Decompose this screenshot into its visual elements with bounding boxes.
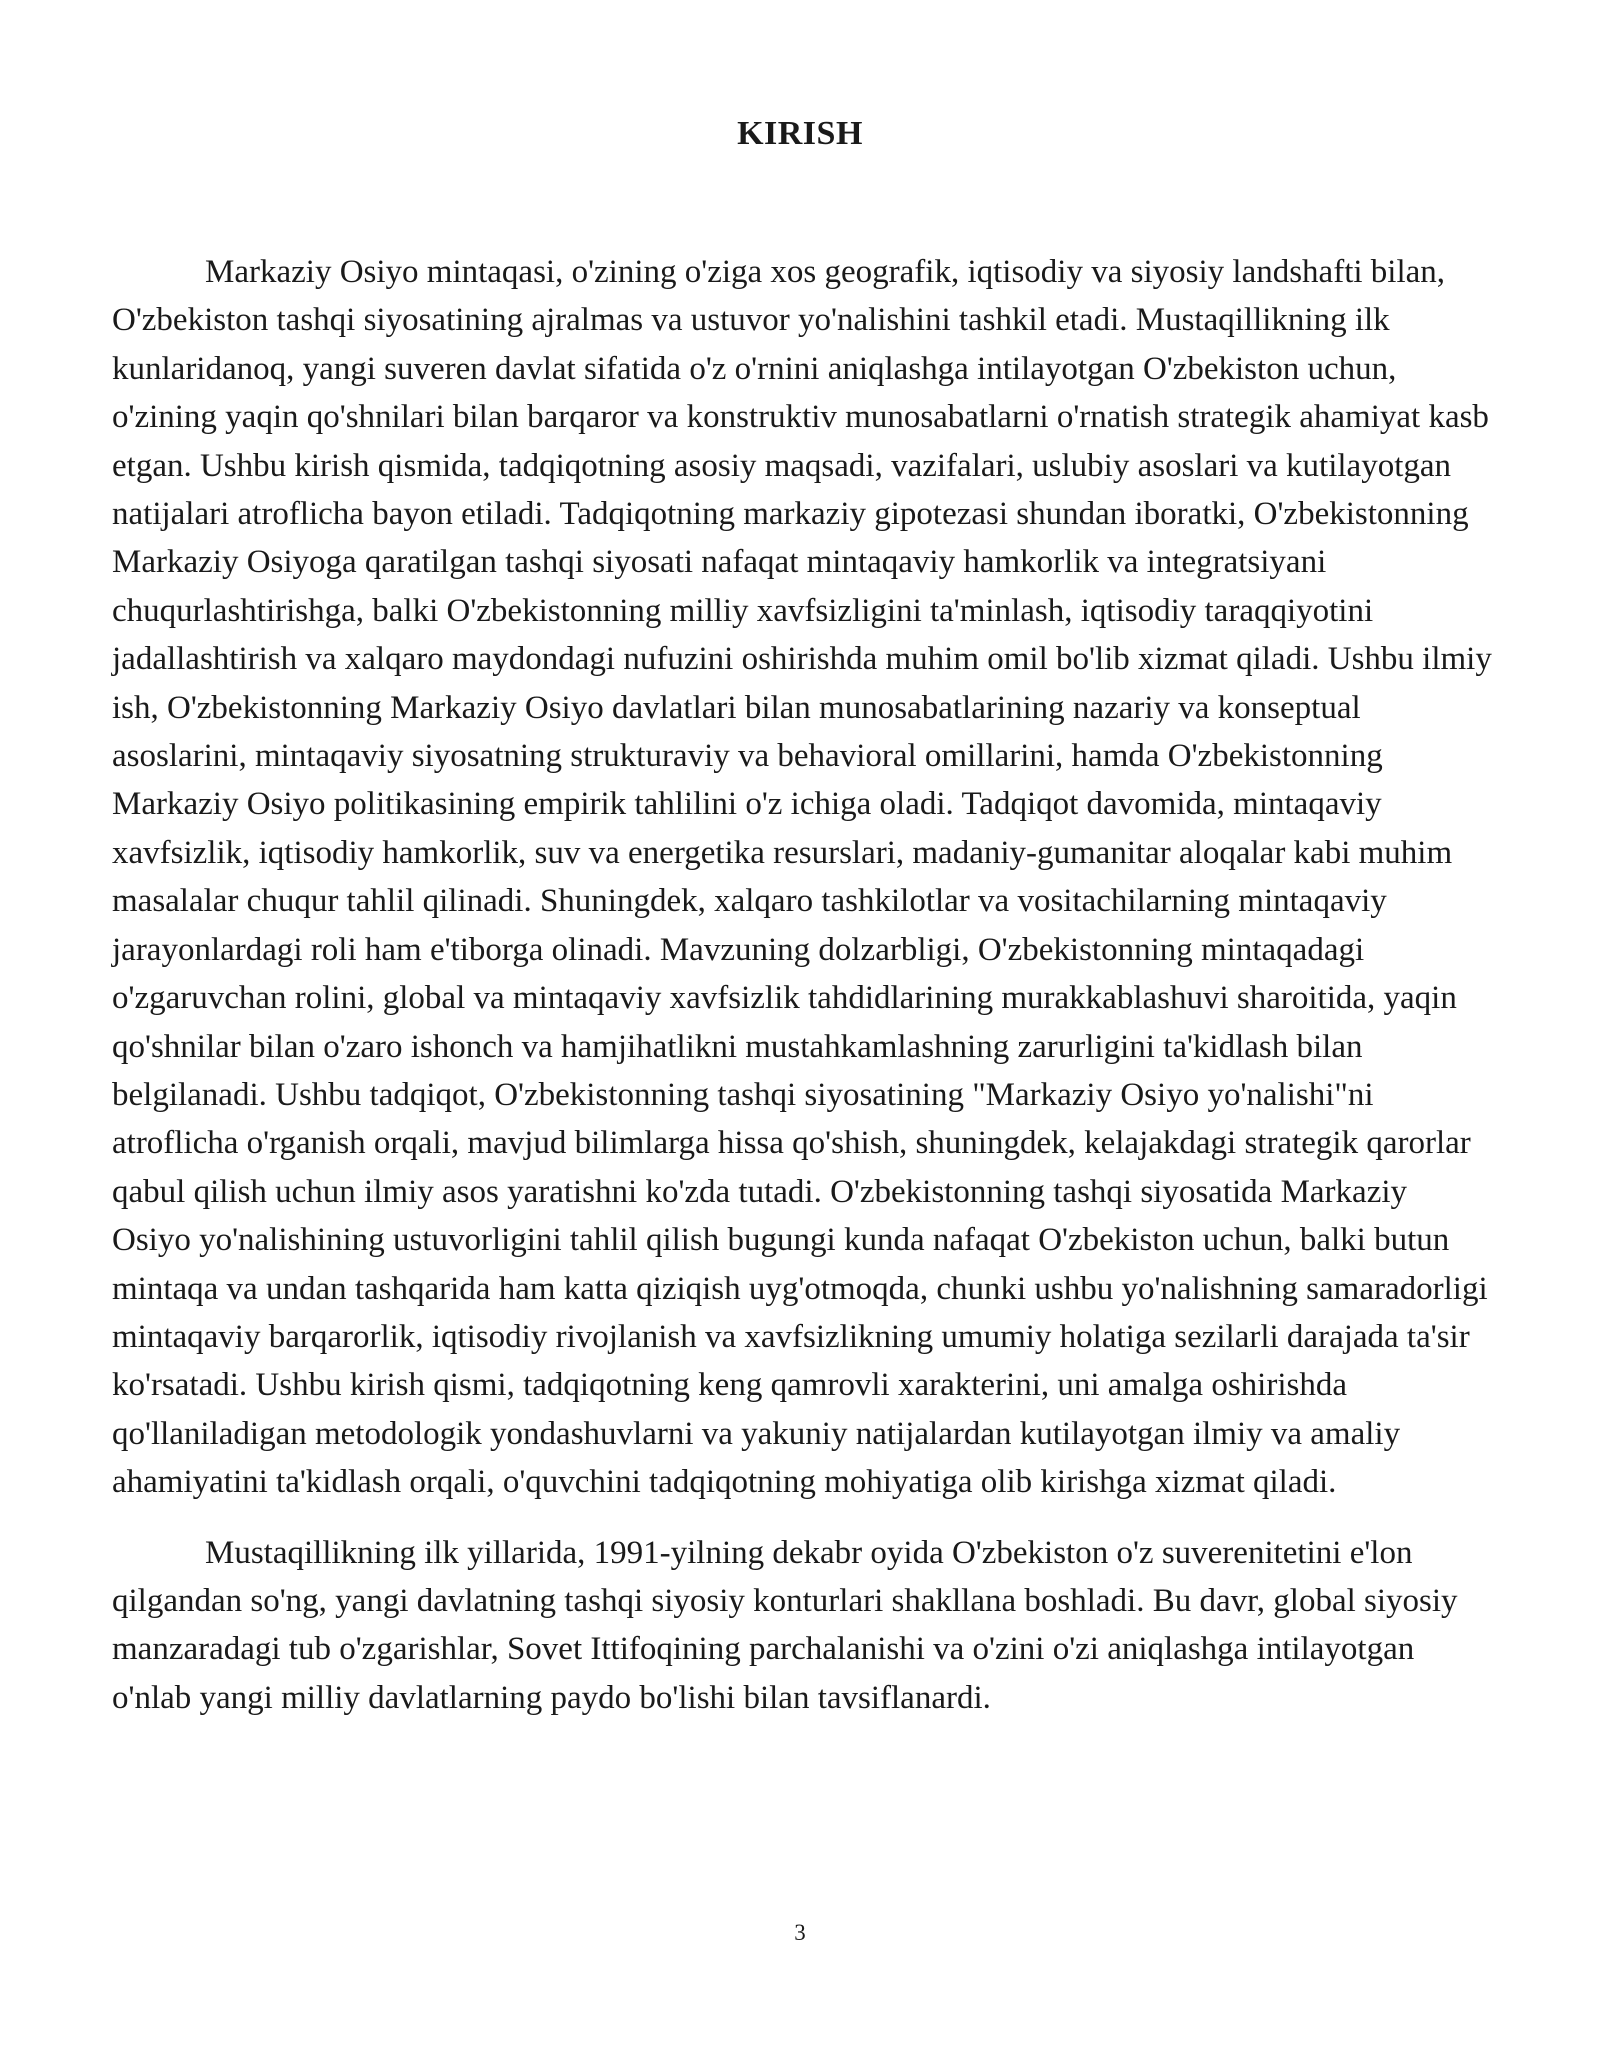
section-title: KIRISH [737, 115, 863, 152]
body-text [112, 248, 1492, 1722]
paragraph-1: Markaziy Osiyo mintaqasi, o'zining o'ziga xos geografik, iqtisodiy va siyosiy landshafti bilan, O'zbekiston tashqi siyosatining ajralmas va ustuvor yo'nalishini tashkil etadi. Mustaqillikning ilk kunlaridanoq, yangi suveren davlat sifatida o'z o'rnini aniqlashga intilayotgan O'zbekiston uchun, o'zining yaqin qo'shnilari bilan barqaror va konstruktiv munosabatlarni o'rnatish strategik ahamiyat kasb etgan. Ushbu kirish qismida, tadqiqotning asosiy maqsadi, vazifalari, uslubiy asoslari va kutilayotgan natijalari atroflicha bayon etiladi. Tadqiqotning markaziy gipotezasi shundan iboratki, O'zbekistonning Markaziy Osiyoga qaratilgan tashqi siyosati nafaqat mintaqaviy hamkorlik va integratsiyani chuqurlashtirishga, balki O'zbekistonning milliy xavfsizligini ta'minlash, iqtisodiy taraqqiyotini jadallashtirish va xalqaro maydondagi nufuzini oshirishda muhim omil bo'lib xizmat qiladi. Ushbu ilmiy ish, O'zbekistonning Markaziy Osiyo davlatlari bilan munosabatlarining nazariy va konseptual asoslarini, mintaqaviy siyosatning strukturaviy va behavioral omillarini, hamda O'zbekistonning Markaziy Osiyo politikasining empirik tahlilini o'z ichiga oladi. Tadqiqot davomida, mintaqaviy xavfsizlik, iqtisodiy hamkorlik, suv va energetika resurslari, madaniy-gumanitar aloqalar kabi muhim masalalar chuqur tahlil qilinadi. Shuningdek, xalqaro tashkilotlar va vositachilarning mintaqaviy jarayonlardagi roli ham e'tiborga olinadi. Mavzuning dolzarbligi, O'zbekistonning mintaqadagi o'zgaruvchan rolini, global va mintaqaviy xavfsizlik tahdidlarining murakkablashuvi sharoitida, yaqin qo'shnilar bilan o'zaro ishonch va hamjihatlikni mustahkamlashning zarurligini ta'kidlash bilan belgilanadi. Ushbu tadqiqot, O'zbekistonning tashqi siyosatining "Markaziy Osiyo yo'nalishi"ni atroflicha o'rganish orqali, mavjud bilimlarga hissa qo'shish, shuningdek, kelajakdagi strategik qarorlar qabul qilish uchun ilmiy asos yaratishni ko'zda tutadi. O'zbekistonning tashqi siyosatida Markaziy Osiyo yo'nalishining ustuvorligini tahlil qilish bugungi kunda nafaqat O'zbekiston uchun, balki butun mintaqa va undan tashqarida ham katta qiziqish uyg'otmoqda, chunki ushbu yo'nalishning samaradorligi mintaqaviy barqarorlik, iqtisodiy rivojlanish va xavfsizlikning umumiy holatiga sezilarli darajada ta'sir ko'rsatadi. Ushbu kirish qismi, tadqiqotning keng qamrovli xarakterini, uni amalga oshirishda qo'llaniladigan metodologik yondashuvlarni va yakuniy natijalardan kutilayotgan ilmiy va amaliy ahamiyatini ta'kidlash orqali, o'quvchini tadqiqotning mohiyatiga olib kirishga xizmat qiladi. [112, 254, 1492, 1501]
page-number: 3 [794, 1920, 806, 1945]
paragraph-2: Mustaqillikning ilk yillarida, 1991-yilning dekabr oyida O'zbekiston o'z suverenitetini e'lon qilgandan so'ng, yangi davlatning tashqi siyosiy konturlari shakllana boshladi. Bu davr, global siyosiy manzaradagi tub o'zgarishlar, Sovet Ittifoqining parchalanishi va o'zini o'zi aniqlashga intilayotgan o'nlab yangi milliy davlatlarning paydo bo'lishi bilan tavsiflanardi. [112, 1534, 1458, 1716]
